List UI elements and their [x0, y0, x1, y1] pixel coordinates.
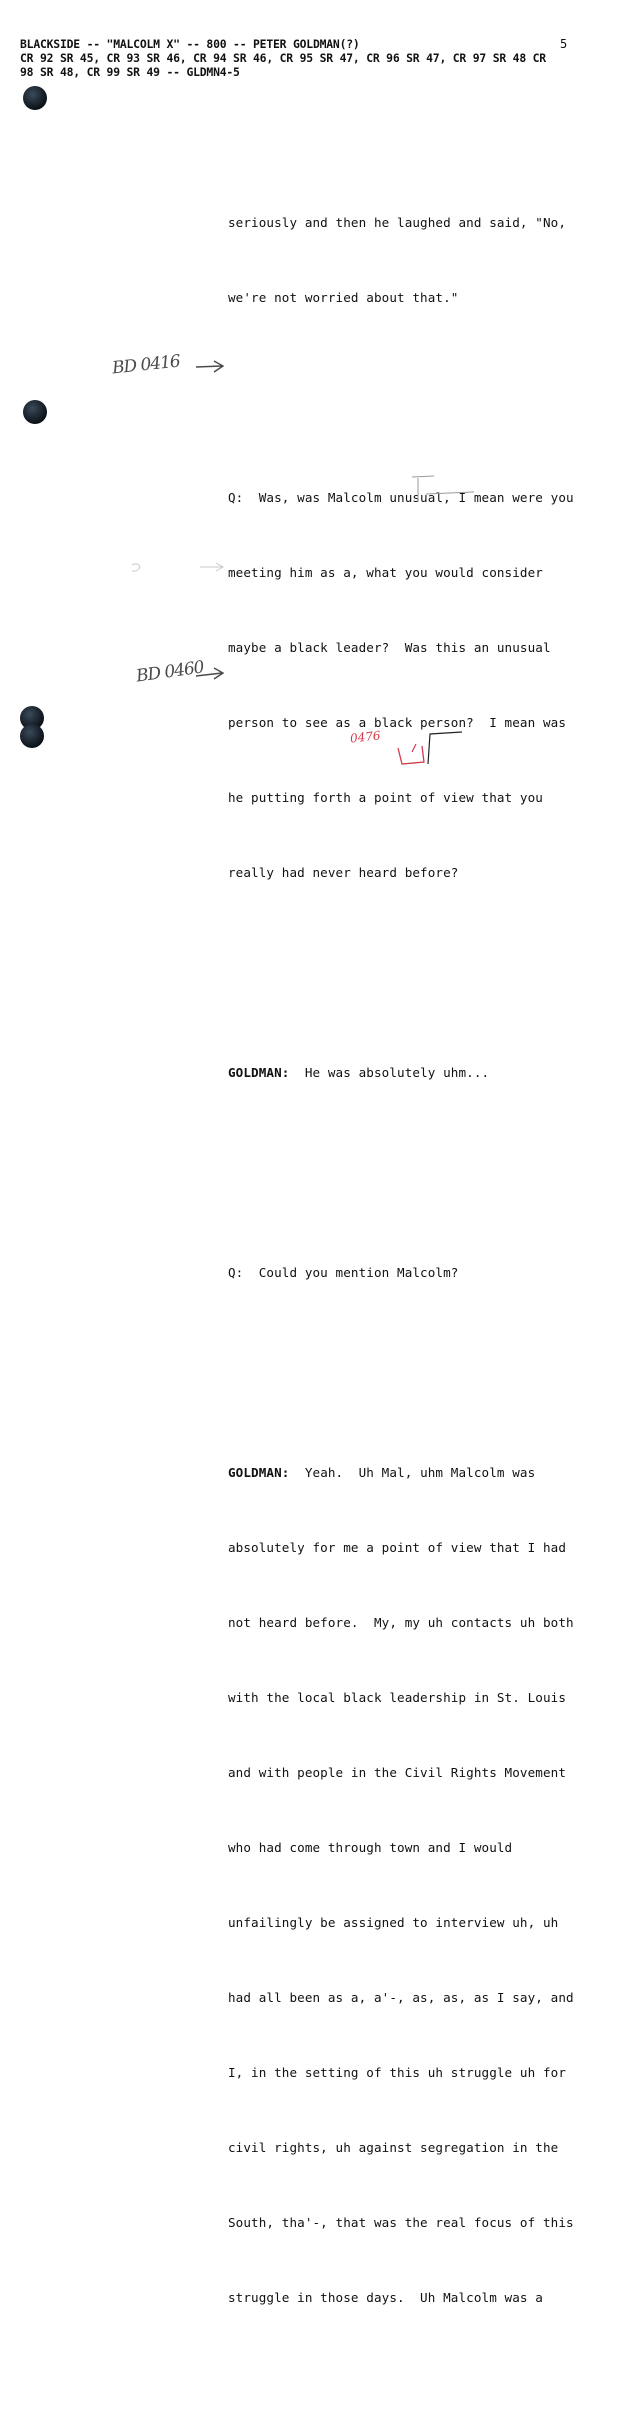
text-line: Q: Was, was Malcolm unusual, I mean were you: [228, 490, 574, 505]
text-line: maybe a black leader? Was this an unusual: [228, 640, 551, 655]
text-line: not heard before. My, my uh contacts uh both: [228, 1615, 574, 1630]
handwritten-timecode-2: BD 0460: [134, 657, 205, 687]
header-line-1: BLACKSIDE -- "MALCOLM X" -- 800 -- PETER GOLDMAN(?): [20, 37, 360, 51]
faint-mark-icon: [132, 564, 140, 571]
speaker-label: GOLDMAN:: [228, 1065, 290, 1080]
faint-arrow-icon: [200, 563, 223, 571]
text-line: we're not worried about that.": [228, 290, 459, 305]
paragraph-goldman-long: [228, 1410, 608, 2360]
arrow-icon: [196, 361, 223, 372]
text-line: meeting him as a, what you would consider: [228, 565, 543, 580]
page-number: 5: [560, 37, 568, 51]
header-line-3: 98 SR 48, CR 99 SR 49 -- GLDMN4-5: [20, 65, 240, 79]
text-line: had all been as a, a'-, as, as, as I say, and: [228, 1990, 574, 2005]
text-line: he putting forth a point of view that you: [228, 790, 543, 805]
text-line: civil rights, uh against segregation in the: [228, 2140, 559, 2155]
text-line: South, tha'-, that was the real focus of this: [228, 2215, 574, 2230]
transcript-body: [228, 110, 608, 2435]
handwritten-timecode-1: BD 0416: [111, 351, 181, 379]
speaker-label: GOLDMAN:: [228, 1465, 290, 1480]
text-line: and with people in the Civil Rights Movement: [228, 1765, 567, 1780]
punch-hole-icon: [20, 724, 44, 748]
text-line: absolutely for me a point of view that I had: [228, 1540, 567, 1555]
text-line: with the local black leadership in St. Louis: [228, 1690, 567, 1705]
text-line: unfailingly be assigned to interview uh, uh: [228, 1915, 559, 1930]
text-line: [228, 1060, 608, 1085]
text-line: who had come through town and I would: [228, 1840, 513, 1855]
paragraph-question: [228, 435, 608, 935]
header-line-2: CR 92 SR 45, CR 93 SR 46, CR 94 SR 46, CR 95 SR 47, CR 96 SR 47, CR 97 SR 48 CR: [20, 51, 546, 65]
text-line: struggle in those days. Uh Malcolm was a: [228, 2290, 543, 2305]
text-line: I, in the setting of this uh struggle uh for: [228, 2065, 567, 2080]
punch-hole-icon: [23, 400, 47, 424]
paragraph-goldman-short: [228, 1010, 608, 1135]
document-header: [20, 37, 620, 79]
text-line: [228, 1460, 608, 1485]
text-line: Q: Could you mention Malcolm?: [228, 1265, 459, 1280]
text-line: person to see as a black person? I mean was: [228, 715, 567, 730]
paragraph-question-short: [228, 1210, 608, 1335]
text-line: seriously and then he laughed and said, "No,: [228, 215, 567, 230]
speech-text: He was absolutely uhm...: [289, 1065, 490, 1080]
speech-text: Yeah. Uh Mal, uhm Malcolm was: [289, 1465, 536, 1480]
paragraph-answer-end: [228, 160, 608, 360]
punch-hole-icon: [23, 86, 47, 110]
text-line: really had never heard before?: [228, 865, 459, 880]
handwritten-red-timecode: 0476: [349, 728, 382, 746]
